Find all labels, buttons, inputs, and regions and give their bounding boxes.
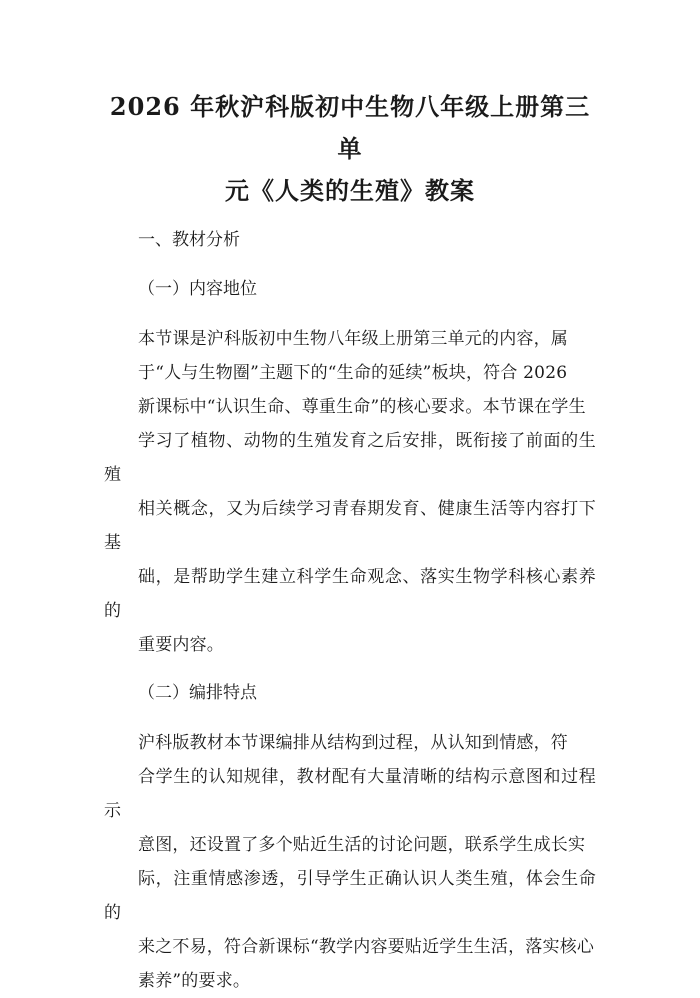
subsection-heading-arrangement-features: （二）编排特点 <box>138 683 257 703</box>
paragraph-line: 素养”的要求。 <box>138 971 251 991</box>
subsection-heading-content-position: （一）内容地位 <box>138 279 257 299</box>
paragraph-line: 来之不易，符合新课标“教学内容要贴近学生生活，落实核心 <box>138 937 595 957</box>
paragraph-line: 础，是帮助学生建立科学生命观念、落实生物学科核心素养的 <box>104 567 596 621</box>
paragraph-line: 意图，还设置了多个贴近生活的讨论问题，联系学生成长实 <box>138 835 586 855</box>
title-line-2: 元《人类的生殖》教案 <box>225 176 475 205</box>
paragraph-line: 于“人与生物圈”主题下的“生命的延续”板块，符合 2026 <box>138 363 568 383</box>
paragraph-arrangement-features <box>104 726 596 998</box>
paragraph-line: 合学生的认知规律，教材配有大量清晰的结构示意图和过程示 <box>104 767 596 821</box>
paragraph-line: 重要内容。 <box>138 635 224 655</box>
paragraph-line: 际，注重情感渗透，引导学生正确认识人类生殖，体会生命的 <box>104 869 596 923</box>
paragraph-line: 新课标中“认识生命、尊重生命”的核心要求。本节课在学生 <box>138 397 586 417</box>
paragraph-content-position <box>104 322 596 662</box>
paragraph-line: 学习了植物、动物的生殖发育之后安排，既衔接了前面的生殖 <box>104 431 596 485</box>
paragraph-line: 相关概念，又为后续学习青春期发育、健康生活等内容打下基 <box>104 499 596 553</box>
paragraph-line: 沪科版教材本节课编排从结构到过程，从认知到情感，符 <box>138 733 568 753</box>
section-heading-materials-analysis: 一、教材分析 <box>138 230 240 250</box>
document-title <box>104 86 596 212</box>
paragraph-line: 本节课是沪科版初中生物八年级上册第三单元的内容，属 <box>138 329 568 349</box>
title-line-1: 2026 年秋沪科版初中生物八年级上册第三单 <box>109 92 591 163</box>
